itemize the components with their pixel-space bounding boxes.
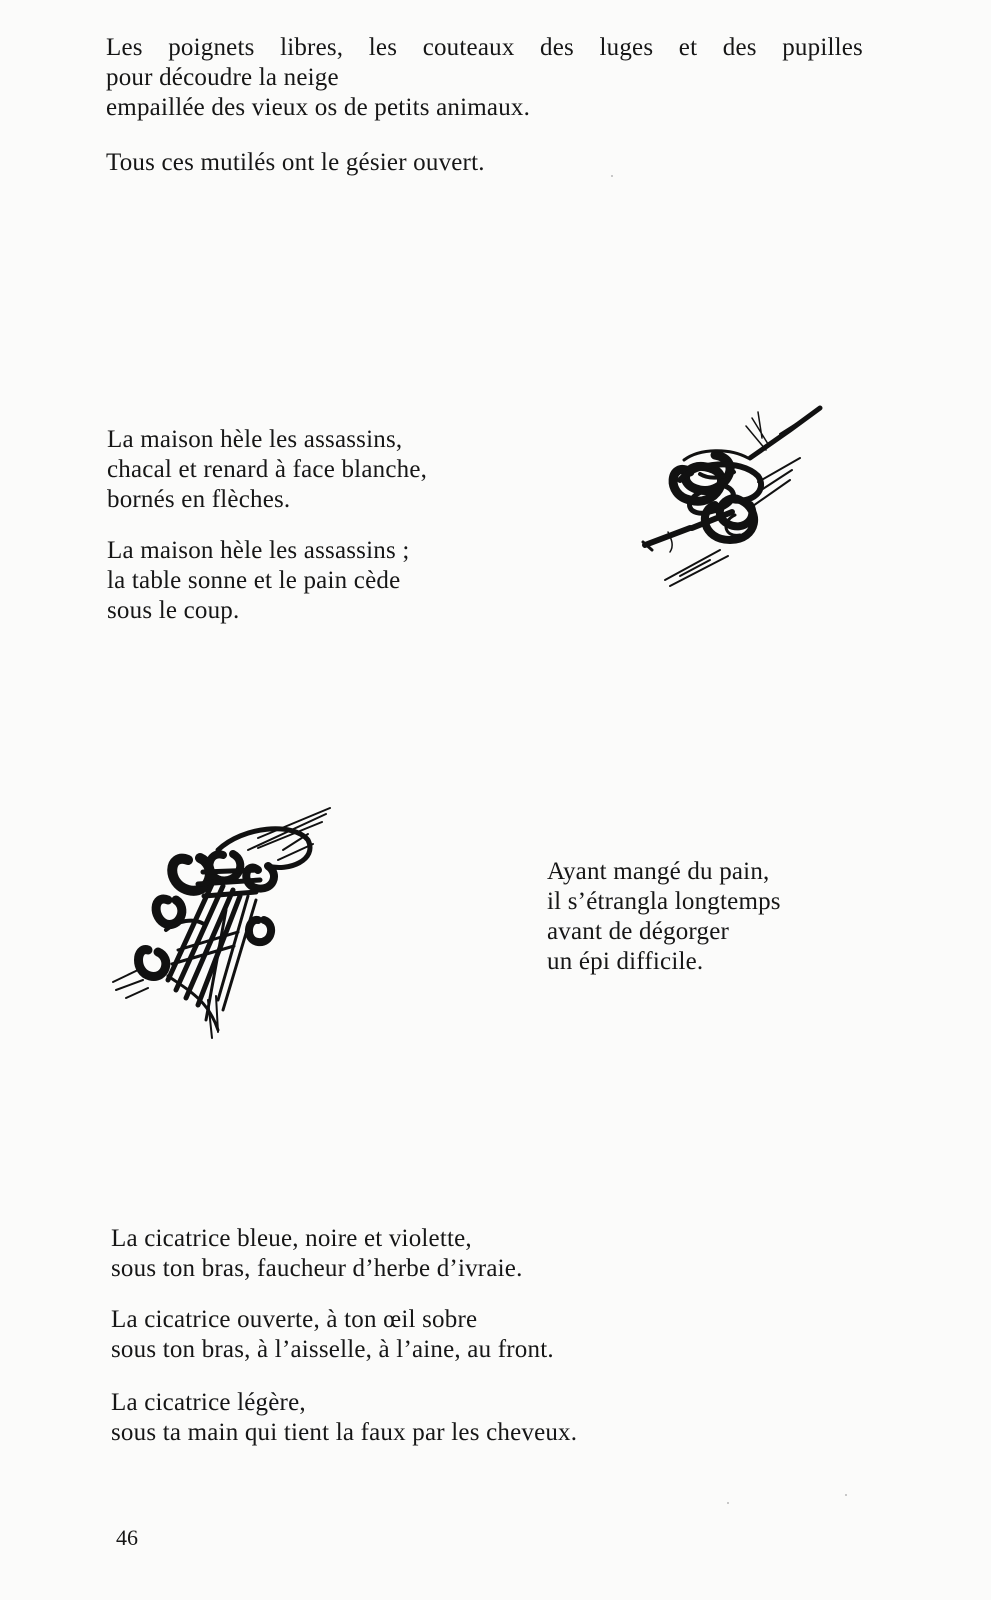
poem-line: avant de dégorger	[547, 918, 730, 945]
poem-line: Tous ces mutilés ont le gésier ouvert.	[106, 149, 485, 176]
poem-4-stanza-2	[111, 1305, 554, 1365]
poem-1-stanza-2	[106, 148, 485, 178]
poem-2-stanza-1	[107, 425, 427, 515]
poem-line: bornés en flèches.	[107, 486, 291, 513]
poem-line: empaillée des vieux os de petits animaux.	[106, 94, 531, 121]
poem-line: la table sonne et le pain cède	[107, 567, 401, 594]
paper-speck	[845, 1494, 847, 1496]
poem-line: un épi difficile.	[547, 948, 704, 975]
poem-line: La maison hèle les assassins ;	[107, 537, 410, 564]
poem-line: sous ta main qui tient la faux par les cheveux.	[111, 1419, 578, 1446]
ink-scribble-icon	[108, 800, 338, 1040]
poem-line: La cicatrice ouverte, à ton œil sobre	[111, 1306, 478, 1333]
poem-line: sous ton bras, faucheur d’herbe d’ivraie.	[111, 1255, 523, 1282]
poem-line: La cicatrice bleue, noire et violette,	[111, 1225, 472, 1252]
ink-scribble-icon	[640, 400, 840, 600]
poem-line: Ayant mangé du pain,	[547, 858, 770, 885]
paper-speck	[727, 1502, 729, 1504]
poem-4-stanza-3	[111, 1388, 577, 1448]
poem-line: La maison hèle les assassins,	[107, 426, 403, 453]
poem-line: Les poignets libres, les couteaux des luges et des pupilles	[106, 34, 863, 61]
poem-line: pour découdre la neige	[106, 64, 339, 91]
poem-2-stanza-2	[107, 536, 409, 626]
ink-scribble-drawing-2	[108, 800, 338, 1040]
ink-scribble-drawing-1	[640, 400, 840, 600]
poem-line: il s’étrangla longtemps	[547, 888, 781, 915]
poem-line: La cicatrice légère,	[111, 1389, 306, 1416]
poem-line: sous le coup.	[107, 597, 240, 624]
paper-speck	[611, 175, 613, 177]
page-number: 46	[116, 1525, 138, 1550]
poem-line: sous ton bras, à l’aisselle, à l’aine, au front.	[111, 1336, 554, 1363]
poem-1-stanza-1	[106, 33, 863, 123]
poem-line: chacal et renard à face blanche,	[107, 456, 428, 483]
poem-4-stanza-1	[111, 1224, 523, 1284]
poem-3-stanza-1	[547, 857, 781, 977]
